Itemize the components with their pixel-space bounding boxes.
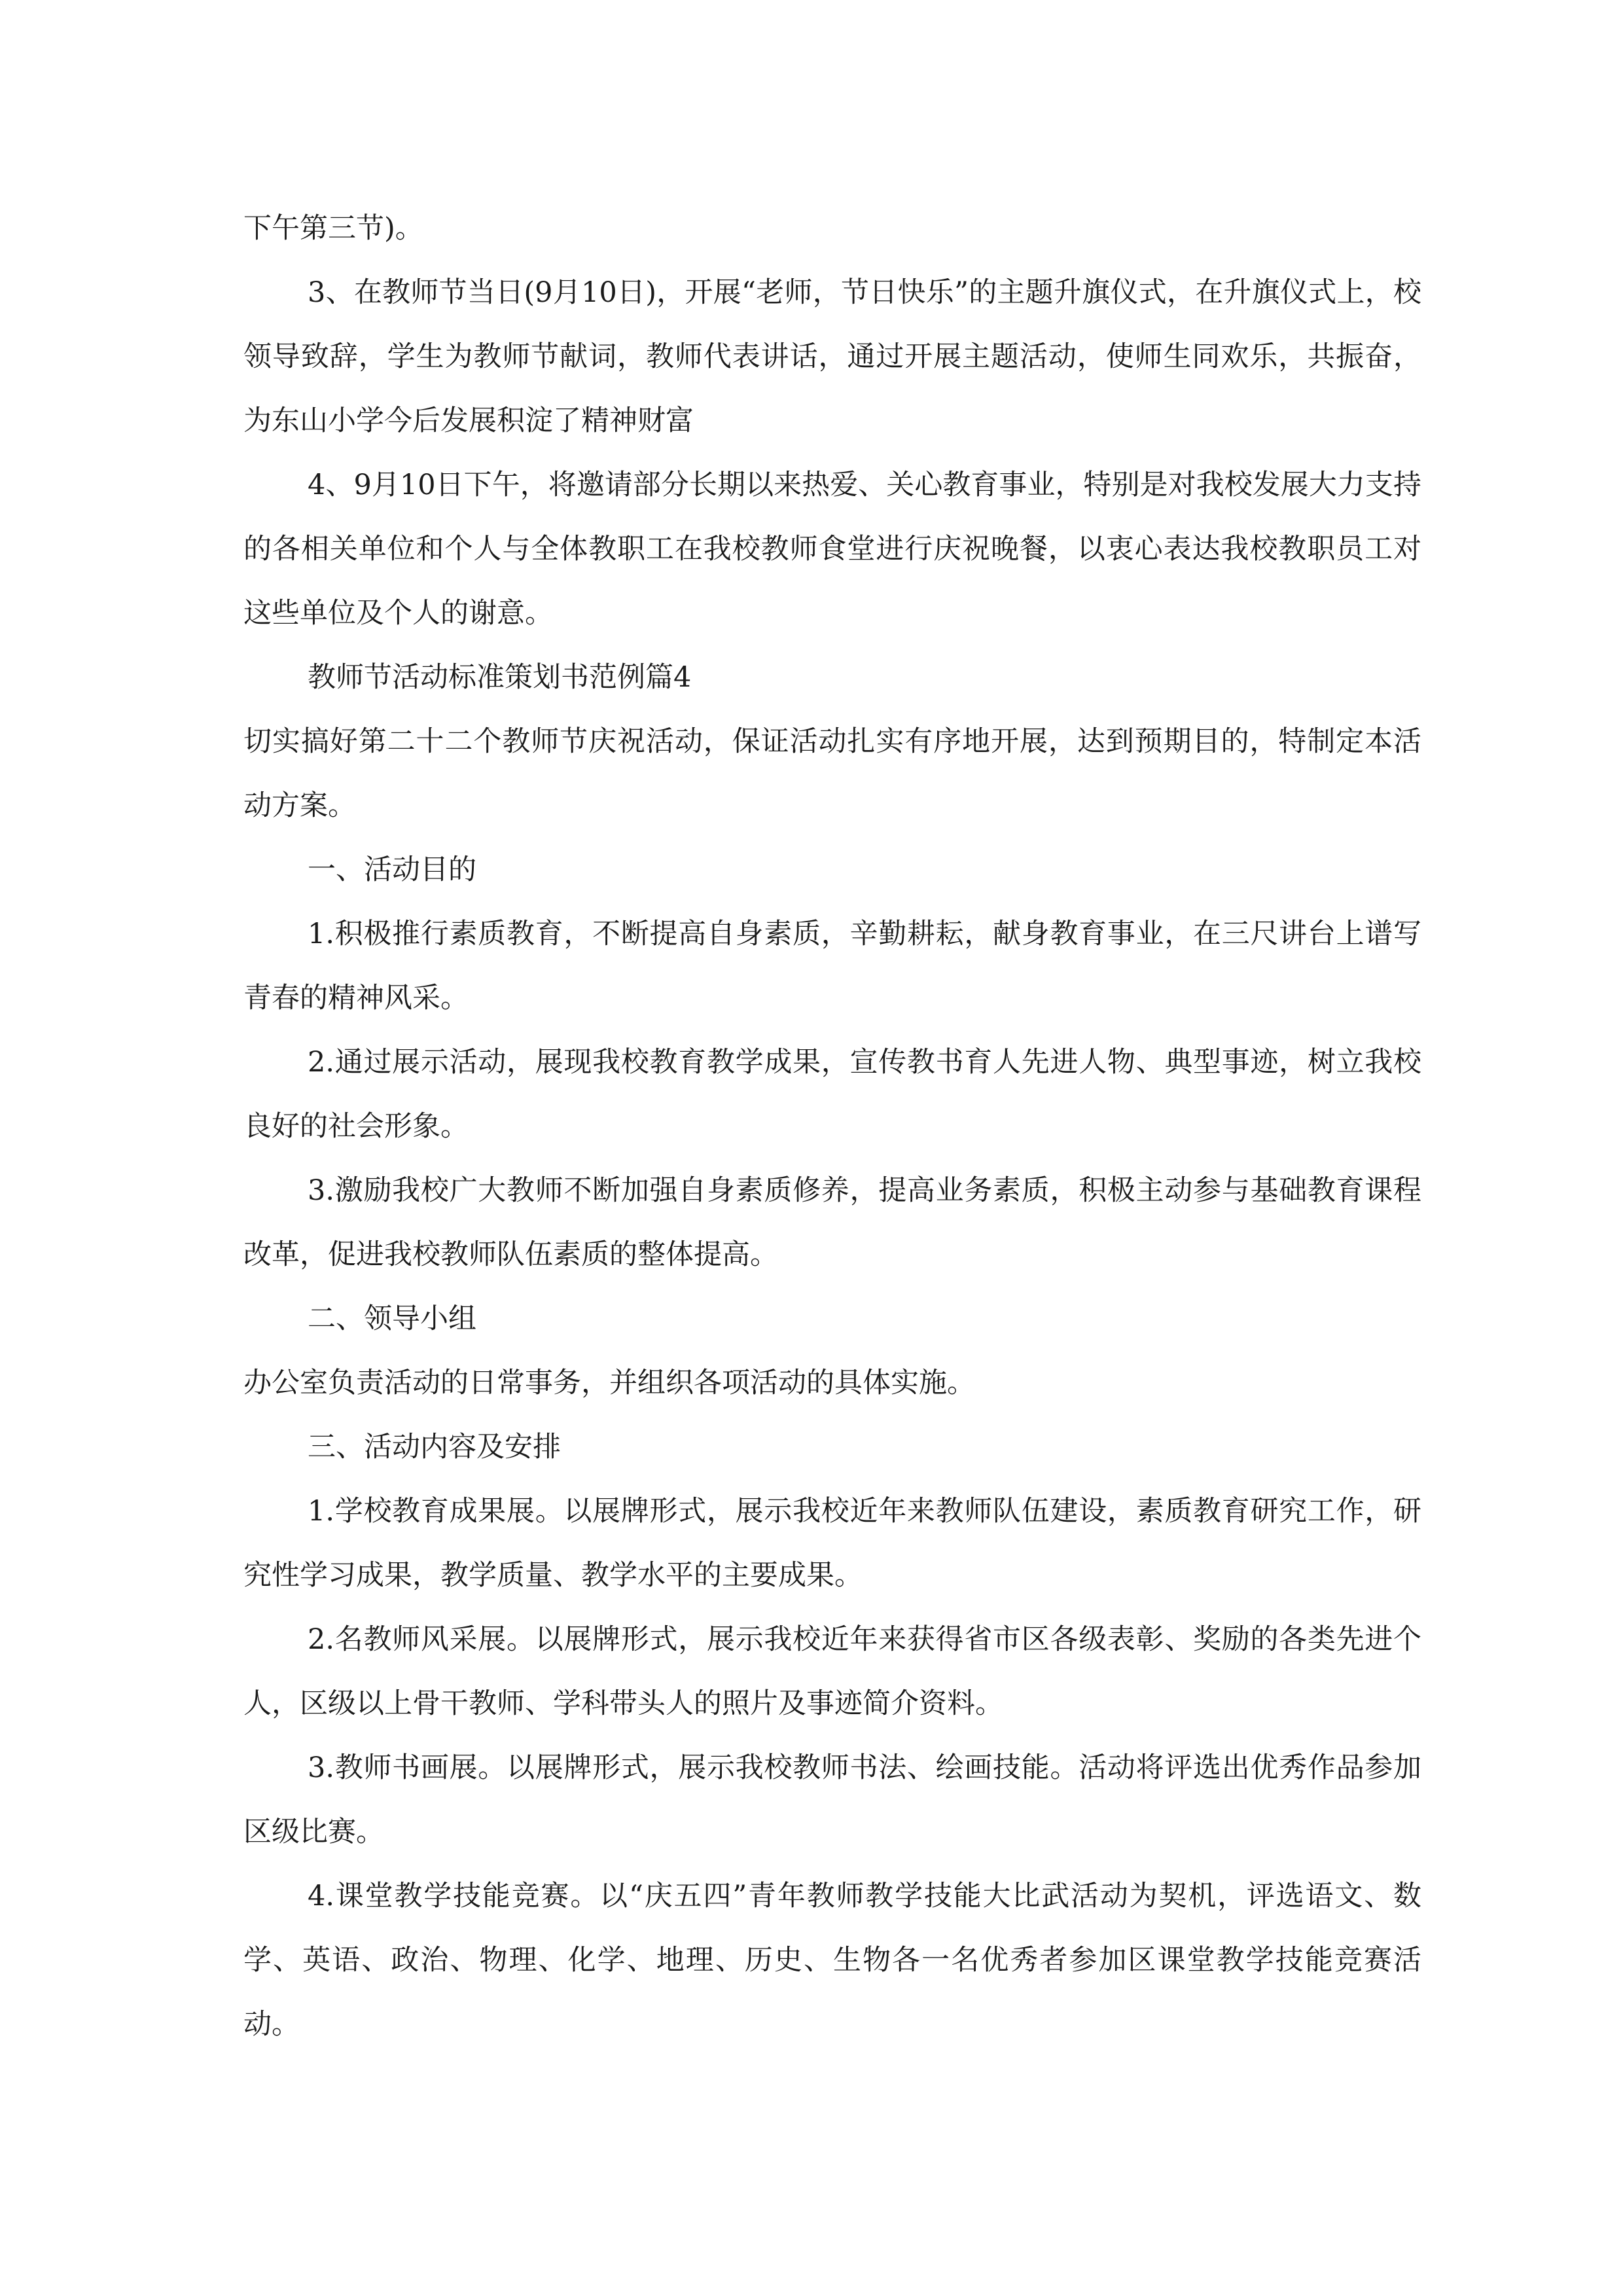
paragraph-item-4-dinner: 4、9月10日下午，将邀请部分长期以来热爱、关心教育事业，特别是对我校发展大力支持的各相关单位和个人与全体教职工在我校教师食堂进行庆祝晚餐，以衷心表达我校教职员工对这些单位及个人的谢意。 (243, 469, 1421, 630)
paragraph-intro: 切实搞好第二十二个教师节庆祝活动，保证活动扎实有序地开展，达到预期目的，特制定本活动方案。 (243, 725, 1421, 822)
section-title: 教师节活动标准策划书范例篇4 (308, 661, 692, 694)
activity-item-4: 4.课堂教学技能竞赛。以“庆五四”青年教师教学技能大比武活动为契机，评选语文、数学、英语、政治、物理、化学、地理、历史、生物各一名优秀者参加区课堂教学技能竞赛活动。 (243, 1880, 1421, 2041)
purpose-item-2: 2.通过展示活动，展现我校教育教学成果，宣传教书育人先进人物、典型事迹，树立我校良好的社会形象。 (243, 1046, 1421, 1143)
activity-item-1: 1.学校教育成果展。以展牌形式，展示我校近年来教师队伍建设，素质教育研究工作，研究性学习成果，教学质量、教学水平的主要成果。 (243, 1495, 1421, 1592)
heading-leadership: 二、领导小组 (308, 1302, 476, 1335)
heading-purpose: 一、活动目的 (308, 853, 476, 886)
document-body (243, 196, 1421, 2056)
activity-item-2: 2.名教师风采展。以展牌形式，展示我校近年来获得省市区各级表彰、奖励的各类先进个人，区级以上骨干教师、学科带头人的照片及事迹简介资料。 (243, 1623, 1421, 1720)
paragraph-leadership: 办公室负责活动的日常事务，并组织各项活动的具体实施。 (243, 1367, 975, 1399)
purpose-item-1: 1.积极推行素质教育，不断提高自身素质，辛勤耕耘，献身教育事业，在三尺讲台上谱写青春的精神风采。 (243, 918, 1421, 1014)
heading-activities: 三、活动内容及安排 (308, 1431, 561, 1463)
purpose-item-3: 3.激励我校广大教师不断加强自身素质修养，提高业务素质，积极主动参与基础教育课程改革，促进我校教师队伍素质的整体提高。 (243, 1174, 1421, 1271)
paragraph-item-3-flag-ceremony: 3、在教师节当日(9月10日)，开展“老师，节日快乐”的主题升旗仪式，在升旗仪式上，校领导致辞，学生为教师节献词，教师代表讲话，通过开展主题活动，使师生同欢乐，共振奋，为东山小学今后发展积淀了精神财富 (243, 276, 1421, 437)
paragraph-continuation: 下午第三节)。 (243, 212, 423, 245)
activity-item-3: 3.教师书画展。以展牌形式，展示我校教师书法、绘画技能。活动将评选出优秀作品参加区级比赛。 (243, 1751, 1421, 1848)
